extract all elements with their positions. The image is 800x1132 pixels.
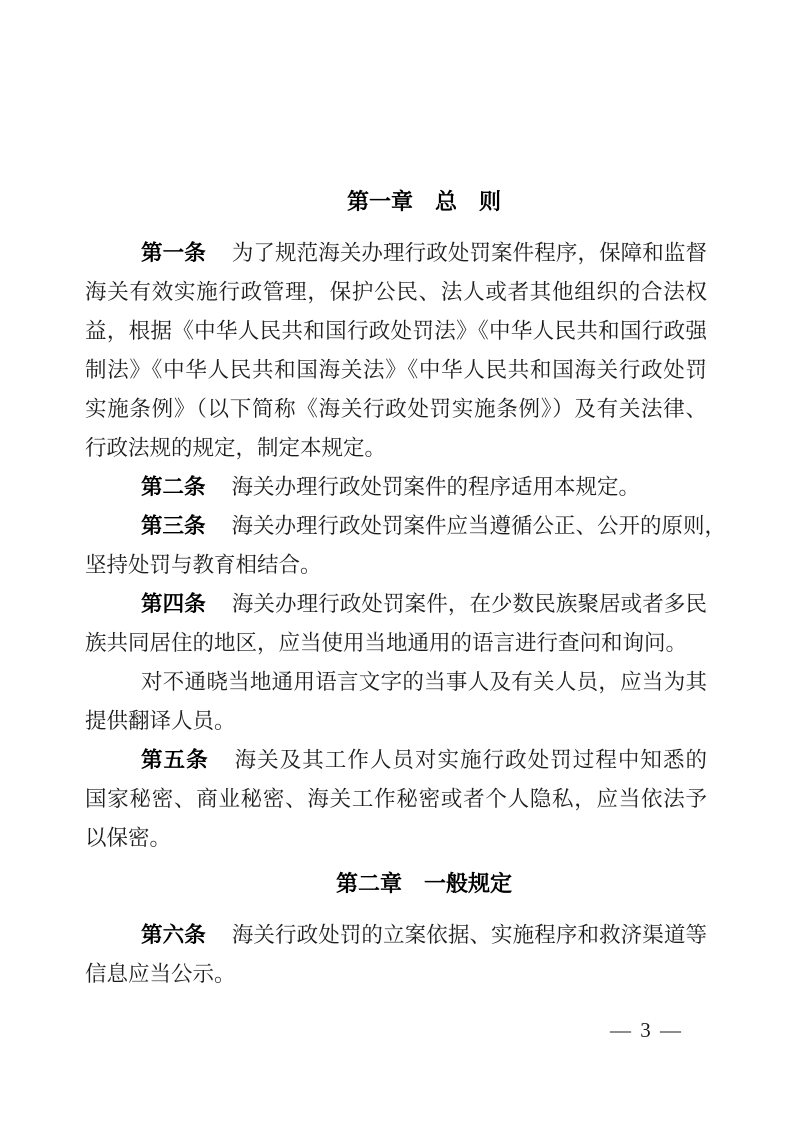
paragraph-line: 国家秘密、商业秘密、海关工作秘密或者个人隐私，应当依法予 (85, 787, 707, 811)
paragraph-line (85, 741, 707, 780)
paragraph-line: 益，根据《中华人民共和国行政处罚法》《中华人民共和国行政强 (85, 319, 707, 343)
paragraph-line (85, 916, 707, 955)
article-number-label: 第六条 (141, 923, 206, 947)
paragraph-line: 对不通晓当地通用语言文字的当事人及有关人员，应当为其 (141, 670, 707, 694)
paragraph-line: 海关有效实施行政管理，保护公民、法人或者其他组织的合法权 (85, 280, 707, 304)
paragraph-text: 海关及其工作人员对实施行政处罚过程中知悉的 (234, 748, 707, 772)
article-number-label: 第五条 (141, 748, 209, 772)
chapter-title: 第二章 一般规定 (335, 871, 512, 896)
paragraph-text: 海关行政处罚的立案依据、实施程序和救济渠道等 (231, 923, 707, 947)
chapter-title: 第一章 总 则 (346, 189, 501, 214)
paragraph-text: 海关办理行政处罚案件，在少数民族聚居或者多民 (231, 592, 707, 616)
document-content (85, 176, 727, 994)
paragraph-line (85, 468, 707, 507)
paragraph-line (85, 585, 707, 624)
paragraph-line: 提供翻译人员。 (85, 709, 236, 733)
article-number-label: 第四条 (141, 592, 206, 616)
paragraph-line (85, 507, 727, 546)
paragraph-line: 以保密。 (85, 826, 172, 850)
paragraph-text: 为了规范海关办理行政处罚案件程序，保障和监督 (231, 241, 707, 265)
article-number-label: 第三条 (141, 514, 206, 538)
paragraph-text: 海关办理行政处罚案件的程序适用本规定。 (231, 475, 641, 499)
paragraph-line: 族共同居住的地区，应当使用当地通用的语言进行查问和询问。 (85, 631, 688, 655)
paragraph-line: 信息应当公示。 (85, 962, 236, 986)
page-number: — 3 — (610, 1018, 683, 1042)
paragraph-line (85, 234, 707, 273)
paragraph-line: 制法》《中华人民共和国海关法》《中华人民共和国海关行政处罚 (85, 358, 707, 382)
paragraph-line: 实施条例》（以下简称《海关行政处罚实施条例》）及有关法律、 (85, 397, 707, 421)
article-number-label: 第二条 (141, 475, 206, 499)
paragraph-line: 坚持处罚与教育相结合。 (85, 553, 322, 577)
paragraph-text: 海关办理行政处罚案件应当遵循公正、公开的原则， (231, 514, 727, 538)
article-number-label: 第一条 (141, 241, 206, 265)
paragraph-line: 行政法规的规定，制定本规定。 (85, 436, 387, 460)
